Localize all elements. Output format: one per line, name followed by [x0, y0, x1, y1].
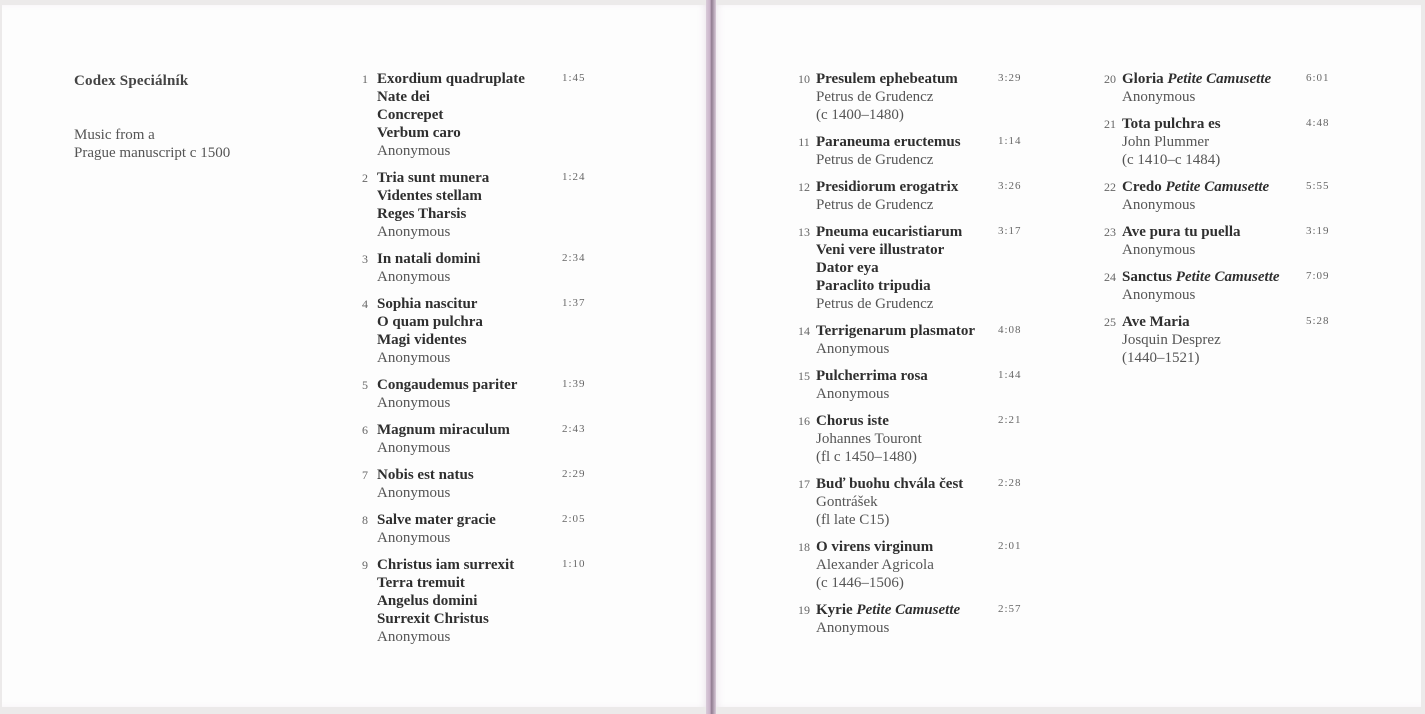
track-entry [353, 169, 613, 241]
track-duration: 2:34 [562, 252, 586, 264]
track-title-line [816, 259, 1052, 277]
track-entry [353, 511, 613, 547]
track-title: Congaudemus pariter [377, 377, 518, 393]
track-number: 10 [798, 72, 810, 86]
track-composer-line: Anonymous [377, 530, 451, 546]
track-entry [353, 70, 613, 160]
track-composer-line: Anonymous [1122, 197, 1196, 213]
track-entry [792, 475, 1052, 529]
track-entry [792, 538, 1052, 592]
track-title: Salve mater gracie [377, 512, 496, 528]
track-entry [792, 367, 1052, 403]
track-number: 16 [798, 414, 810, 428]
album-subtitle [74, 126, 230, 162]
track-entry [1098, 70, 1358, 106]
track-composer-line: Gontrášek [816, 494, 878, 510]
track-duration: 5:28 [1306, 315, 1330, 327]
track-entry [1098, 178, 1358, 214]
track-title: Videntes stellam [377, 188, 482, 204]
track-duration: 1:45 [562, 72, 586, 84]
track-duration: 1:24 [562, 171, 586, 183]
track-number: 24 [1104, 270, 1116, 284]
track-title: Tria sunt munera [377, 170, 490, 186]
track-duration: 2:57 [998, 603, 1022, 615]
track-composer-line: Anonymous [1122, 242, 1196, 258]
track-title: O quam pulchra [377, 314, 483, 330]
track-composer-line: (fl late C15) [816, 512, 890, 528]
track-title: Surrexit Christus [377, 611, 489, 627]
track-title-italic: Petite Camusette [1167, 71, 1272, 87]
track-title: Terrigenarum plasmator [816, 323, 976, 339]
track-duration: 1:14 [998, 135, 1022, 147]
track-title: Terra tremuit [377, 575, 465, 591]
track-composer-line: Petrus de Grudencz [816, 296, 934, 312]
track-title: Angelus domini [377, 593, 478, 609]
track-composer-line: Anonymous [1122, 89, 1196, 105]
tracklist-column-2 [792, 70, 1052, 646]
track-number: 9 [362, 558, 368, 572]
track-title: O virens virginum [816, 539, 934, 555]
track-composer-line: Anonymous [377, 485, 451, 501]
track-number: 8 [362, 513, 368, 527]
track-duration: 1:44 [998, 369, 1022, 381]
track-title-italic: Petite Camusette [1175, 269, 1280, 285]
tracklist-column-1 [353, 70, 613, 655]
track-title-line [377, 88, 613, 106]
track-entry [1098, 223, 1358, 259]
track-duration: 2:21 [998, 414, 1022, 426]
track-number: 14 [798, 324, 810, 338]
track-title: Dator eya [816, 260, 879, 276]
track-title-line [377, 106, 613, 124]
track-title: Sophia nascitur [377, 296, 478, 312]
track-entry [792, 322, 1052, 358]
track-composer-line: (c 1410–c 1484) [1122, 152, 1221, 168]
track-composer-line: Petrus de Grudencz [816, 152, 934, 168]
track-title: Presidiorum erogatrix [816, 179, 959, 195]
track-title-line [816, 241, 1052, 259]
track-entry [1098, 313, 1358, 367]
subtitle-line-1: Music from a [74, 127, 155, 143]
track-number: 11 [798, 135, 810, 149]
track-title: Paraneuma eructemus [816, 134, 961, 150]
track-entry [792, 70, 1052, 124]
track-title: Pneuma eucaristiarum [816, 224, 963, 240]
track-number: 7 [362, 468, 368, 482]
track-number: 1 [362, 72, 368, 86]
track-composer-line: (1440–1521) [1122, 350, 1200, 366]
track-entry [353, 295, 613, 367]
track-composer-line: (c 1446–1506) [816, 575, 904, 591]
track-duration: 2:01 [998, 540, 1022, 552]
track-duration: 3:19 [1306, 225, 1330, 237]
track-entry [353, 556, 613, 646]
track-title: Credo [1122, 179, 1162, 195]
album-title: Codex Speciálník [74, 73, 189, 89]
track-title: Chorus iste [816, 413, 889, 429]
track-composer-line: Petrus de Grudencz [816, 89, 934, 105]
track-composer-line: Anonymous [377, 143, 451, 159]
track-entry [1098, 268, 1358, 304]
track-composer-line: Alexander Agricola [816, 557, 934, 573]
track-title: Magnum miraculum [377, 422, 510, 438]
track-title: Kyrie [816, 602, 853, 618]
track-title-line [377, 574, 613, 592]
track-entry [792, 133, 1052, 169]
track-composer-line: Anonymous [377, 224, 451, 240]
track-title: Christus iam surrexit [377, 557, 515, 573]
track-duration: 3:17 [998, 225, 1022, 237]
track-title: Ave Maria [1122, 314, 1190, 330]
track-duration: 1:37 [562, 297, 586, 309]
track-number: 22 [1104, 180, 1116, 194]
track-duration: 2:43 [562, 423, 586, 435]
track-number: 2 [362, 171, 368, 185]
track-title: Gloria [1122, 71, 1164, 87]
track-duration: 4:08 [998, 324, 1022, 336]
track-number: 18 [798, 540, 810, 554]
track-number: 4 [362, 297, 368, 311]
track-title-line [816, 277, 1052, 295]
track-duration: 3:29 [998, 72, 1022, 84]
track-duration: 1:39 [562, 378, 586, 390]
track-title: Paraclito tripudia [816, 278, 931, 294]
track-number: 13 [798, 225, 810, 239]
track-title-line [377, 610, 613, 628]
subtitle-line-2: Prague manuscript c 1500 [74, 145, 231, 161]
track-number: 23 [1104, 225, 1116, 239]
track-title-line [377, 331, 613, 349]
track-composer-line: Anonymous [816, 341, 890, 357]
track-entry [353, 250, 613, 286]
track-composer-line: Josquin Desprez [1122, 332, 1221, 348]
track-number: 5 [362, 378, 368, 392]
track-duration: 2:29 [562, 468, 586, 480]
track-duration: 3:26 [998, 180, 1022, 192]
track-composer-line: Anonymous [377, 350, 451, 366]
track-number: 15 [798, 369, 810, 383]
track-title-italic: Petite Camusette [1165, 179, 1270, 195]
track-duration: 2:05 [562, 513, 586, 525]
track-entry [353, 376, 613, 412]
track-duration: 7:09 [1306, 270, 1330, 282]
track-number: 25 [1104, 315, 1116, 329]
track-number: 21 [1104, 117, 1116, 131]
track-duration: 4:48 [1306, 117, 1330, 129]
track-entry [792, 601, 1052, 637]
tracklist-column-3 [1098, 70, 1358, 376]
track-composer-line: Anonymous [1122, 287, 1196, 303]
track-composer-line: (fl c 1450–1480) [816, 449, 917, 465]
track-number: 19 [798, 603, 810, 617]
album-info [74, 73, 230, 162]
track-title-italic: Petite Camusette [856, 602, 961, 618]
track-title: Nate dei [377, 89, 430, 105]
track-duration: 5:55 [1306, 180, 1330, 192]
track-composer-line: Anonymous [377, 629, 451, 645]
track-title: Pulcherrima rosa [816, 368, 928, 384]
track-title-line [377, 205, 613, 223]
track-entry [1098, 115, 1358, 169]
track-entry [353, 421, 613, 457]
track-title: In natali domini [377, 251, 481, 267]
track-entry [792, 178, 1052, 214]
track-title: Verbum caro [377, 125, 461, 141]
track-duration: 1:10 [562, 558, 586, 570]
track-title: Reges Tharsis [377, 206, 467, 222]
track-title-line [377, 187, 613, 205]
track-composer-line: Anonymous [377, 440, 451, 456]
track-entry [792, 412, 1052, 466]
track-title: Concrepet [377, 107, 444, 123]
track-title-line [377, 592, 613, 610]
track-title: Ave pura tu puella [1122, 224, 1241, 240]
track-title: Exordium quadruplate [377, 71, 525, 87]
track-number: 17 [798, 477, 810, 491]
track-entry [353, 466, 613, 502]
track-number: 6 [362, 423, 368, 437]
track-duration: 6:01 [1306, 72, 1330, 84]
track-title: Presulem ephebeatum [816, 71, 958, 87]
track-composer-line: John Plummer [1122, 134, 1210, 150]
track-title: Veni vere illustrator [816, 242, 945, 258]
track-composer-line: Johannes Touront [816, 431, 922, 447]
track-title: Sanctus [1122, 269, 1173, 285]
track-title: Buď buohu chvála čest [816, 476, 964, 492]
track-composer-line: Petrus de Grudencz [816, 197, 934, 213]
track-title: Tota pulchra es [1122, 116, 1221, 132]
track-title-line [377, 313, 613, 331]
track-composer-line: Anonymous [377, 395, 451, 411]
track-composer-line: Anonymous [377, 269, 451, 285]
track-entry [792, 223, 1052, 313]
track-composer-line: Anonymous [816, 620, 890, 636]
track-composer-line: (c 1400–1480) [816, 107, 904, 123]
track-duration: 2:28 [998, 477, 1022, 489]
track-number: 3 [362, 252, 368, 266]
track-composer-line: Anonymous [816, 386, 890, 402]
track-title: Nobis est natus [377, 467, 474, 483]
book-gutter [706, 0, 716, 714]
track-title: Magi videntes [377, 332, 467, 348]
track-number: 20 [1104, 72, 1116, 86]
track-title-line [377, 124, 613, 142]
track-number: 12 [798, 180, 810, 194]
